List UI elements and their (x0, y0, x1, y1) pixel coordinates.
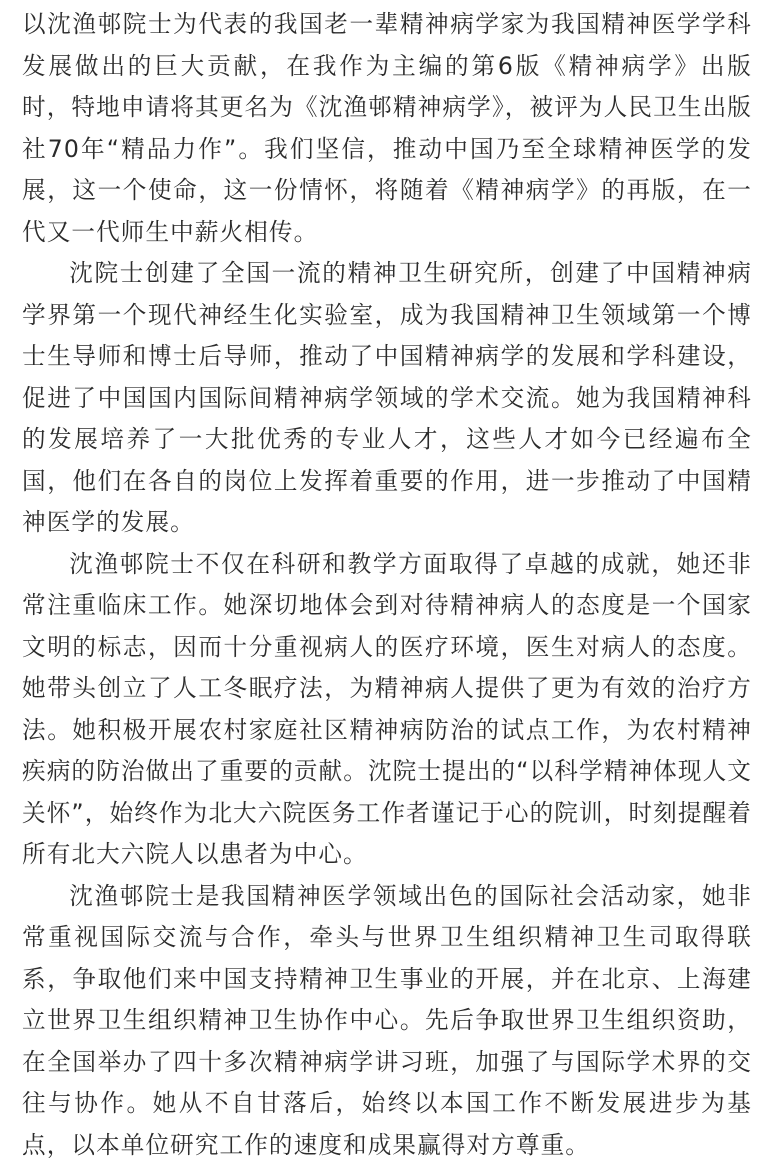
paragraph-4: 沈渔邨院士是我国精神医学领域出色的国际社会活动家，她非常重视国际交流与合作，牵头与世界卫生组织精神卫生司取得联系，争取他们来中国支持精神卫生事业的开展，并在北京、上海建立世界卫生组织精神卫生协作中心。先后争取世界卫生组织资助，在全国举办了四十多次精神病学讲习班，加强了与国际学术界的交往与协作。她从不自甘落后，始终以本国工作不断发展进步为基点，以本单位研究工作的速度和成果赢得对方尊重。 (22, 876, 752, 1166)
paragraph-2: 沈院士创建了全国一流的精神卫生研究所，创建了中国精神病学界第一个现代神经生化实验室，成为我国精神卫生领域第一个博士生导师和博士后导师，推动了中国精神病学的发展和学科建设，促进了中国国内国际间精神病学领域的学术交流。她为我国精神科的发展培养了一大批优秀的专业人才，这些人才如今已经遍布全国，他们在各自的岗位上发挥着重要的作用，进一步推动了中国精神医学的发展。 (22, 253, 752, 544)
paragraph-1: 以沈渔邨院士为代表的我国老一辈精神病学家为我国精神医学学科发展做出的巨大贡献，在我作为主编的第6版《精神病学》出版时，特地申请将其更名为《沈渔邨精神病学》，被评为人民卫生出版社70年“精品力作”。我们坚信，推动中国乃至全球精神医学的发展，这一个使命，这一份情怀，将随着《精神病学》的再版，在一代又一代师生中薪火相传。 (22, 4, 752, 253)
paragraph-3: 沈渔邨院士不仅在科研和教学方面取得了卓越的成就，她还非常注重临床工作。她深切地体会到对待精神病人的态度是一个国家文明的标志，因而十分重视病人的医疗环境，医生对病人的态度。她带头创立了人工冬眠疗法，为精神病人提供了更为有效的治疗方法。她积极开展农村家庭社区精神病防治的试点工作，为农村精神疾病的防治做出了重要的贡献。沈院士提出的“以科学精神体现人文关怀”，始终作为北大六院医务工作者谨记于心的院训，时刻提醒着所有北大六院人以患者为中心。 (22, 544, 752, 876)
document-page (22, 4, 752, 1166)
